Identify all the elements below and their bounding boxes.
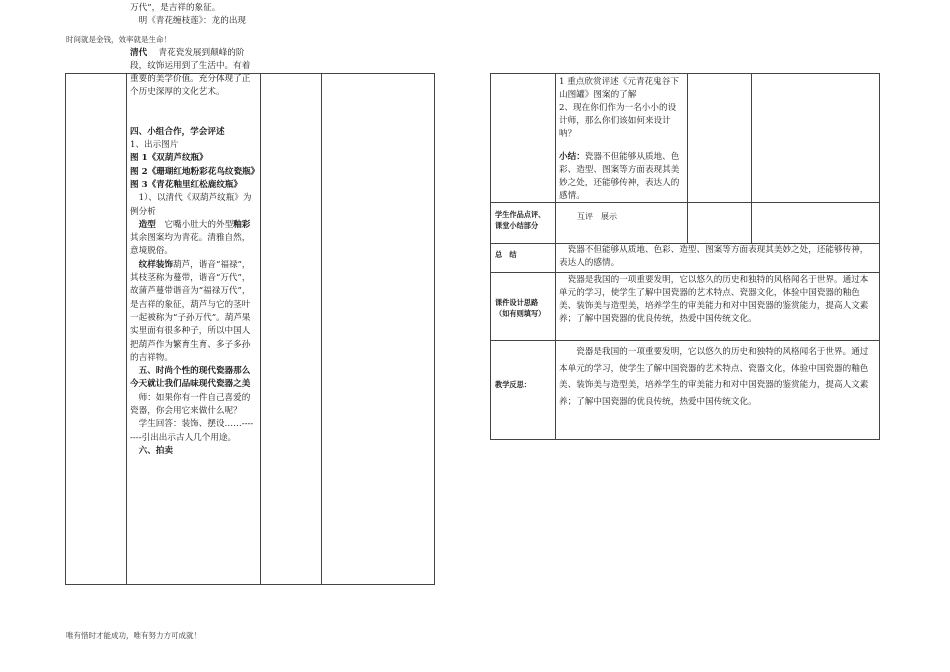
pattern-text: 葫芦，谐音“福禄”，其枝茎称为蔓带，谐音“万代”，故蒲芦蔓带谐音为“福禄万代”，是吉祥的象征，葫芦与它的茎叶一起被称为“子孙万代”。葫芦果实里面有很多种子，所以中国人把葫芦作为繁育生育、多子多孙的吉祥物。 [130, 259, 251, 363]
table-column-divider [126, 74, 127, 584]
text-line: 师：如果你有一件自己喜爱的瓷器，你会用它来做什么呢？ [130, 392, 251, 417]
page-header-motto: 时间就是金钱，效率就是生命！ [66, 35, 171, 44]
table-column-divider [751, 74, 752, 243]
text-line: 1、出示图片 [130, 140, 179, 151]
section-heading-6: 六、拍卖 [138, 445, 173, 456]
text-line: 1）、以清代《双葫芦纹瓶》为例分析 [130, 193, 252, 217]
text-line: 1 重点欣赏评述《元青花鬼谷下山图罐》图案的了解 [559, 77, 679, 100]
section-heading-5: 五、时尚个性的现代瓷器那么今天就让我们品味现代瓷器之美 [130, 366, 251, 390]
student-work-text: 互评 展示 [577, 212, 617, 221]
figure-title-1: 图 1《双葫芦纹瓶》 [130, 153, 208, 164]
text-line: 2、现在你们作为一名小小的设计师，那么你们该如何来设计呐？ [559, 103, 677, 139]
table-row-border [491, 272, 879, 273]
row-label-conclusion: 总 结 [495, 250, 517, 259]
section-heading-4: 四、小组合作，学会评述 [130, 126, 225, 137]
table-column-divider [321, 74, 322, 584]
qing-text: 青花瓷发展到颠峰的阶段，纹饰运用到了生活中。有着重要的美学价值。充分体现了正个历史深厚的文化艺术。 [130, 47, 251, 98]
conclusion-text: 瓷器不但能够从质地、色彩、造型、图案等方面表现其美妙之处，还能够传神，表达人的感情。 [559, 245, 869, 268]
row-label-courseware-design: 课件设计思路（如有则填写） [495, 298, 546, 318]
courseware-design-text: 瓷器是我国的一项重要发明，它以悠久的历史和独特的风格闻名于世界。通过本单元的学习，使学生了解中国瓷器的艺术特点、瓷器文化，体验中国瓷器的釉色美、装饰美与造型美，培养学生的审美能力和对中国瓷器的鉴赏能力，提高人文素养；了解中国瓷器的优良传统，热爱中国传统文化。 [559, 275, 869, 324]
summary-label: 小结： [559, 152, 585, 162]
summary-paragraph [559, 151, 683, 203]
lesson-plan-table-right [490, 73, 880, 440]
text-line: 学生回答：装饰、摆设……--------引出出示古人几个用途。 [130, 419, 254, 443]
text-line: 明《青花缠枝莲》：龙的出现 [138, 16, 247, 27]
glaze-label: 釉彩 [233, 219, 251, 230]
table-row-border [491, 340, 879, 341]
row-label-teaching-reflection: 教学反思： [495, 380, 531, 389]
pattern-label: 纹样装饰 [138, 259, 173, 270]
table-column-divider [555, 74, 556, 243]
table-row-border [491, 202, 879, 203]
teaching-reflection-text: 瓷器是我国的一项重要发明，它以悠久的历史和独特的风格闻名于世界。通过本单元的学习，使学生了解中国瓷器的艺术特点、瓷器文化，体验中国瓷器的釉色美、装饰美与造型美，培养学生的审美能力和对中国瓷器的鉴赏能力，提高人文素养；了解中国瓷器的优良传统，热爱中国传统文化。 [559, 347, 869, 407]
page-footer-motto: 唯有惜时才能成功，唯有努力方可成就！ [66, 631, 201, 640]
qing-paragraph [130, 47, 256, 100]
figure-title-2: 图 2《珊瑚红地粉彩花鸟纹瓷瓶》 [130, 166, 260, 177]
table-column-divider [687, 74, 688, 243]
pattern-paragraph [130, 259, 256, 365]
figure-title-3: 图 3《青花釉里红松鹿纹瓶》 [130, 179, 243, 190]
row-label-student-work: 学生作品点评、课堂小结部分 [495, 210, 546, 230]
shape-label: 造型 [138, 219, 156, 230]
text-line: 万代”，是吉祥的象征。 [130, 3, 221, 13]
qing-heading: 清代 [130, 47, 148, 58]
summary-text: 瓷器不但能够从质地、色彩、造型、图案等方面表现其美妙之处，还能够传神，表达人的感情。 [559, 152, 680, 201]
glaze-text: 其余图案均为青花。清雅自然，意境脱俗。 [130, 233, 251, 257]
appreciation-steps [559, 76, 683, 203]
shape-paragraph [130, 219, 256, 259]
shape-text: 它嘴小肚大的外型 [164, 219, 234, 230]
table-column-divider [260, 74, 261, 584]
lesson-content-left [130, 2, 260, 458]
